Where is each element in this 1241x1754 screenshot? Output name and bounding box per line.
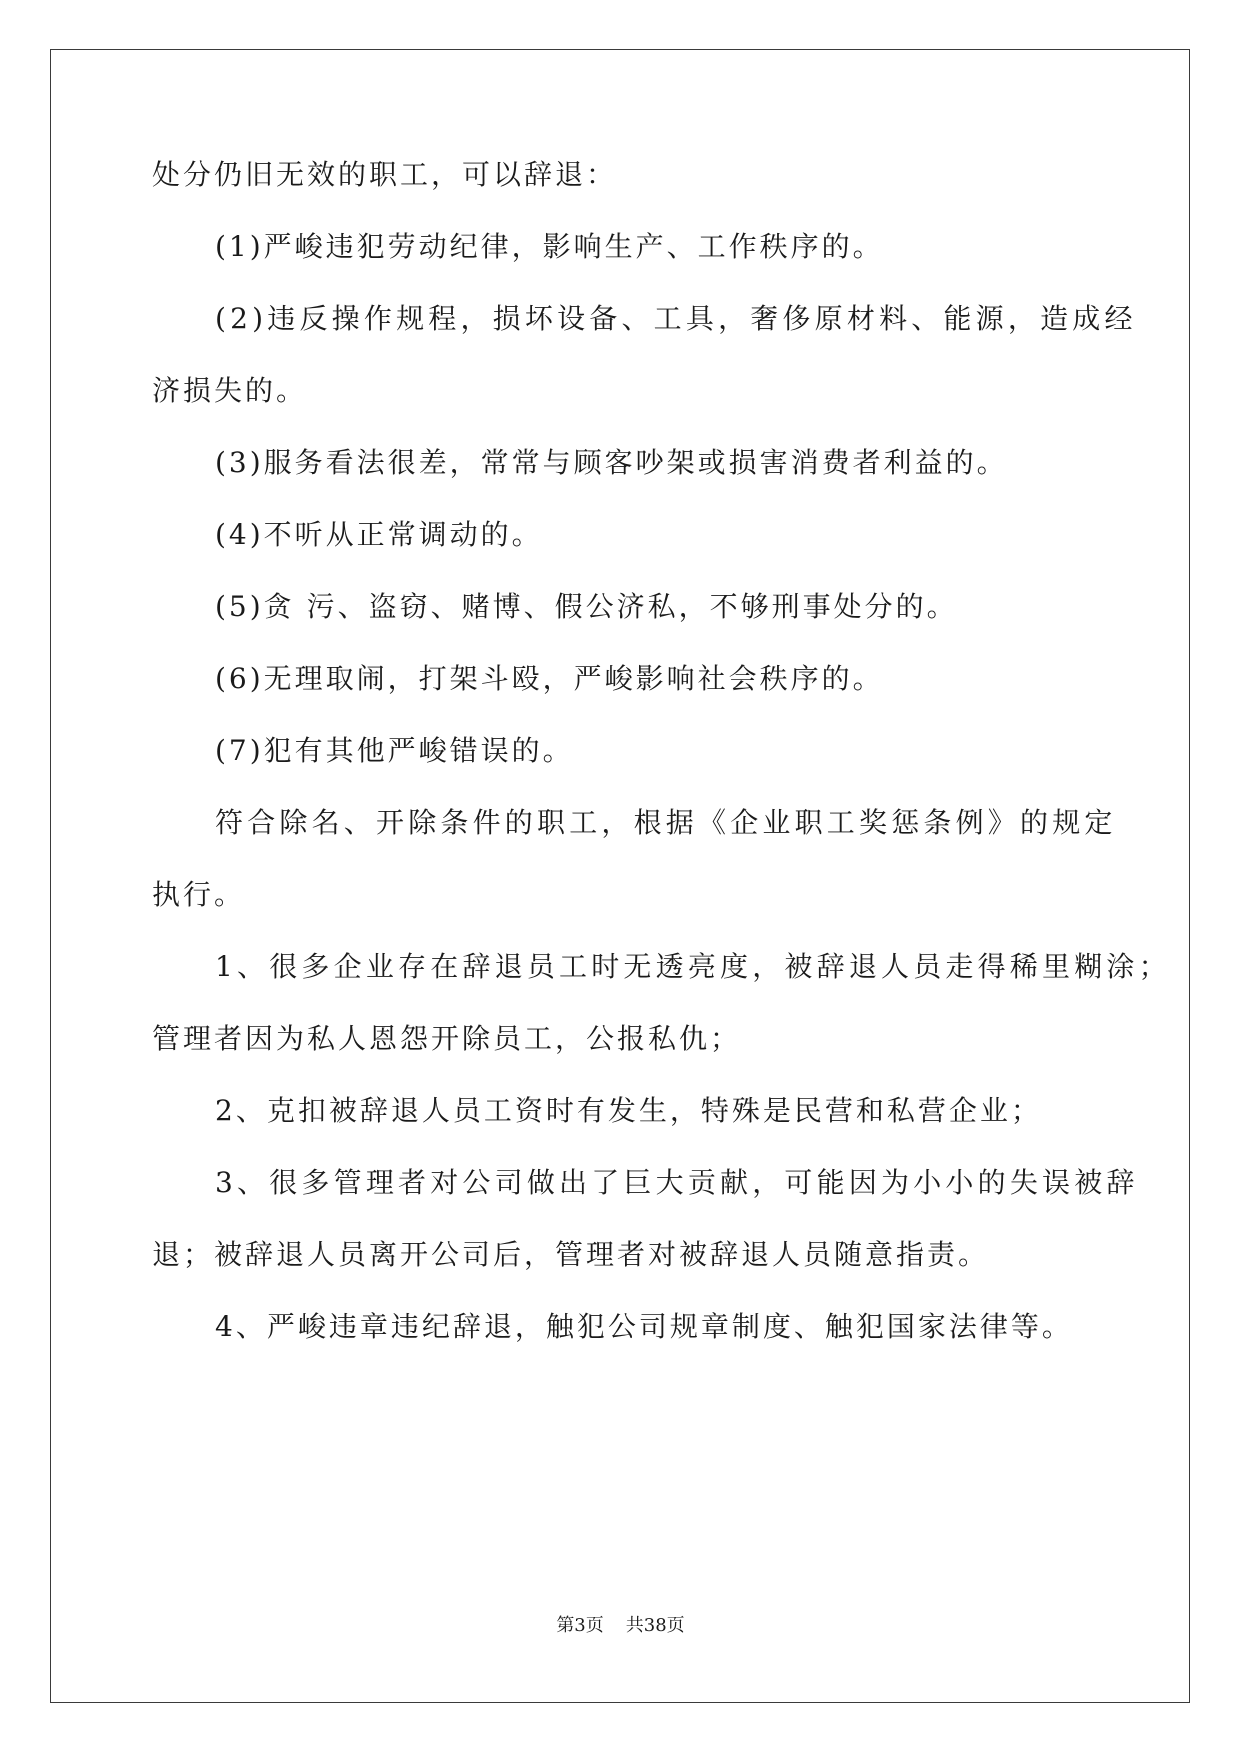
paragraph-line: (3)服务看法很差，常常与顾客吵架或损害消费者利益的。 <box>215 446 1008 479</box>
paragraph-line: (7)犯有其他严峻错误的。 <box>215 734 574 767</box>
paragraph-line: (1)严峻违犯劳动纪律，影响生产、工作秩序的。 <box>215 230 884 263</box>
paragraph-line: 2、克扣被辞退人员工资时有发生，特殊是民营和私营企业； <box>215 1094 1042 1127</box>
paragraph-line: 1、很多企业存在辞退员工时无透亮度，被辞退人员走得稀里糊涂； <box>215 950 1171 983</box>
paragraph-line: (6)无理取闹，打架斗殴，严峻影响社会秩序的。 <box>215 662 884 695</box>
paragraph-line: (2)违反操作规程，损坏设备、工具，奢侈原材料、能源，造成经 <box>215 302 1137 335</box>
paragraph-line: 符合除名、开除条件的职工，根据《企业职工奖惩条例》的规定 <box>215 806 1117 839</box>
paragraph-line: (5)贪 污、盗窃、赌博、假公济私，不够刑事处分的。 <box>215 590 958 623</box>
paragraph-line: 退；被辞退人员离开公司后，管理者对被辞退人员随意指责。 <box>152 1238 990 1271</box>
paragraph-line: 4、严峻违章违纪辞退，触犯公司规章制度、触犯国家法律等。 <box>215 1310 1073 1343</box>
page-number: 第3页 <box>556 1615 604 1636</box>
paragraph-line: 济损失的。 <box>152 374 308 407</box>
paragraph-line: 管理者因为私人恩怨开除员工，公报私仇； <box>152 1022 742 1055</box>
page-total: 共38页 <box>625 1615 685 1636</box>
page-border <box>50 49 1190 1703</box>
paragraph-line: 执行。 <box>152 878 246 911</box>
paragraph-line: 处分仍旧无效的职工，可以辞退： <box>152 158 618 191</box>
paragraph-line: (4)不听从正常调动的。 <box>215 518 543 551</box>
page-footer <box>0 1614 1241 1638</box>
paragraph-line: 3、很多管理者对公司做出了巨大贡献，可能因为小小的失误被辞 <box>215 1166 1139 1199</box>
